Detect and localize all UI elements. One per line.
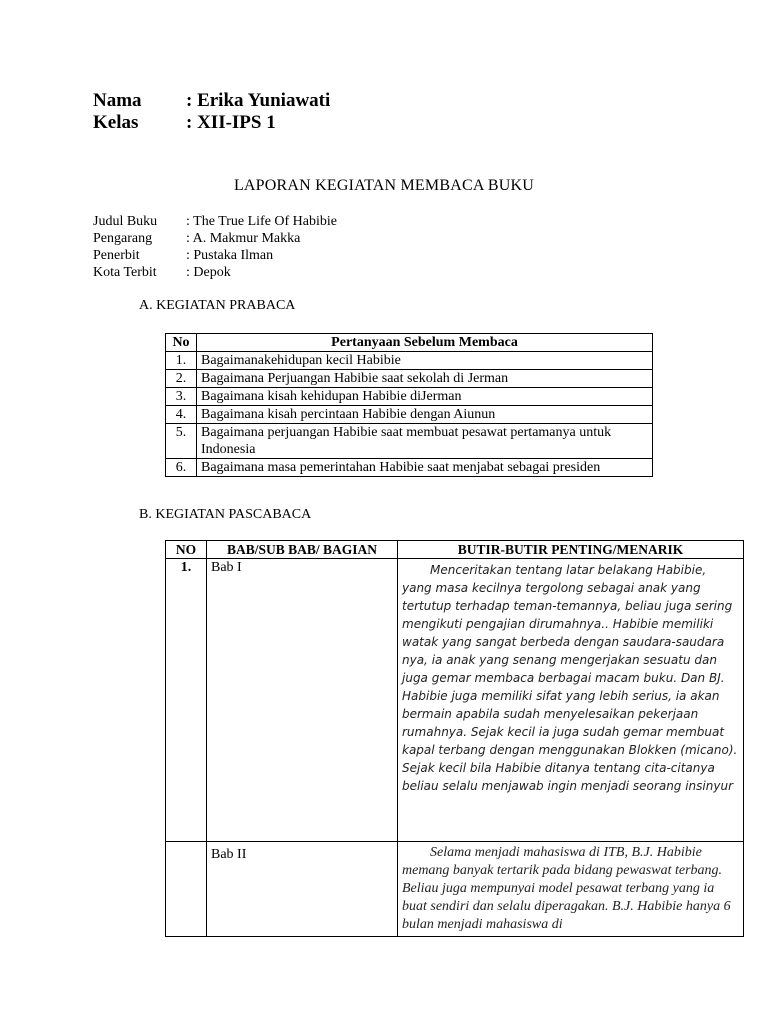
row-no: 5. [166,424,197,459]
book-label: Judul Buku [93,214,158,229]
nama-label: Nama [93,90,142,111]
nama-value: : Erika Yuniawati [186,90,331,111]
col-points-header: BUTIR-BUTIR PENTING/MENARIK [398,541,744,559]
table-row [166,388,653,406]
book-info-row [93,247,337,264]
row-no: 2. [166,370,197,388]
book-info-row [93,213,337,230]
row-points-text: Selama menjadi mahasiswa di ITB, B.J. Habibie memang banyak tertarik pada bidang pewaswat terbang. Beliau juga mempunyai model pesawat terbang yang ia buat sendiri dan selalu diperagakan. B.J. Habibie hanya 6 bulan menjadi mahasiswa di [402,845,731,932]
row-no: 1. [166,352,197,370]
book-label: Penerbit [93,248,140,263]
row-no: 1. [166,559,207,842]
row-bab: Bab I [207,559,398,842]
book-info-row [93,264,337,281]
kelas-value: : XII-IPS 1 [186,112,276,133]
pascabaca-table [165,540,744,937]
col-bab-header: BAB/SUB BAB/ BAGIAN [207,541,398,559]
table-header-row [166,541,744,559]
table-row [166,352,653,370]
table-header-row [166,334,653,352]
book-value: : A. Makmur Makka [186,231,301,246]
row-question: Bagaimana kisah percintaan Habibie dengan Aiunun [197,406,653,424]
row-points [398,842,744,937]
table-row [166,370,653,388]
section-b-heading: B. KEGIATAN PASCABACA [139,507,312,522]
table-row [166,842,744,937]
col-no-header: No [166,334,197,352]
table-row [166,424,653,459]
row-no: 6. [166,459,197,477]
table-row [166,459,653,477]
table-row [166,406,653,424]
row-no [166,842,207,937]
book-value: : Pustaka Ilman [186,248,274,263]
col-no-header: NO [166,541,207,559]
book-value: : The True Life Of Habibie [186,214,337,229]
row-no: 3. [166,388,197,406]
row-no: 4. [166,406,197,424]
book-label: Kota Terbit [93,265,157,280]
row-question: Bagaimana masa pemerintahan Habibie saat menjabat sebagai presiden [197,459,653,477]
table-row [166,559,744,842]
col-question-header: Pertanyaan Sebelum Membaca [197,334,653,352]
row-question: Bagaimana kisah kehidupan Habibie diJerman [197,388,653,406]
row-points [398,559,744,842]
row-question: Bagaimanakehidupan kecil Habibie [197,352,653,370]
prabaca-table [165,333,653,477]
book-info-row [93,230,337,247]
book-label: Pengarang [93,231,153,246]
row-points-text: Menceritakan tentang latar belakang Habibie, yang masa kecilnya tergolong sebagai anak yang tertutup terhadap teman-temannya, beliau juga sering mengikuti pengajian dirumahnya.. Habibie memiliki watak yang sangat berbeda dengan saudara-saudara nya, ia anak yang senang mengerjakan sesuatu dan juga gemar membaca berbagai macam buku. Dan BJ. Habibie juga memiliki sifat yang lebih serius, ia akan bermain apabila sudah menyelesaikan pekerjaan rumahnya. Sejak kecil ia juga sudah gemar membuat kapal terbang dengan menggunakan Blokken (micano). Sejak kecil bila Habibie ditanya tentang cita-citanya beliau selalu menjawab ingin menjadi seorang insinyur [402,563,738,793]
page-title: LAPORAN KEGIATAN MEMBACA BUKU [233,177,535,194]
row-bab: Bab II [207,842,398,937]
book-info [93,213,337,281]
kelas-label: Kelas [93,112,139,133]
book-value: : Depok [186,265,231,280]
section-a-heading: A. KEGIATAN PRABACA [139,298,296,313]
row-question: Bagaimana perjuangan Habibie saat membuat pesawat pertamanya untuk Indonesia [197,424,653,459]
row-question: Bagaimana Perjuangan Habibie saat sekolah di Jerman [197,370,653,388]
